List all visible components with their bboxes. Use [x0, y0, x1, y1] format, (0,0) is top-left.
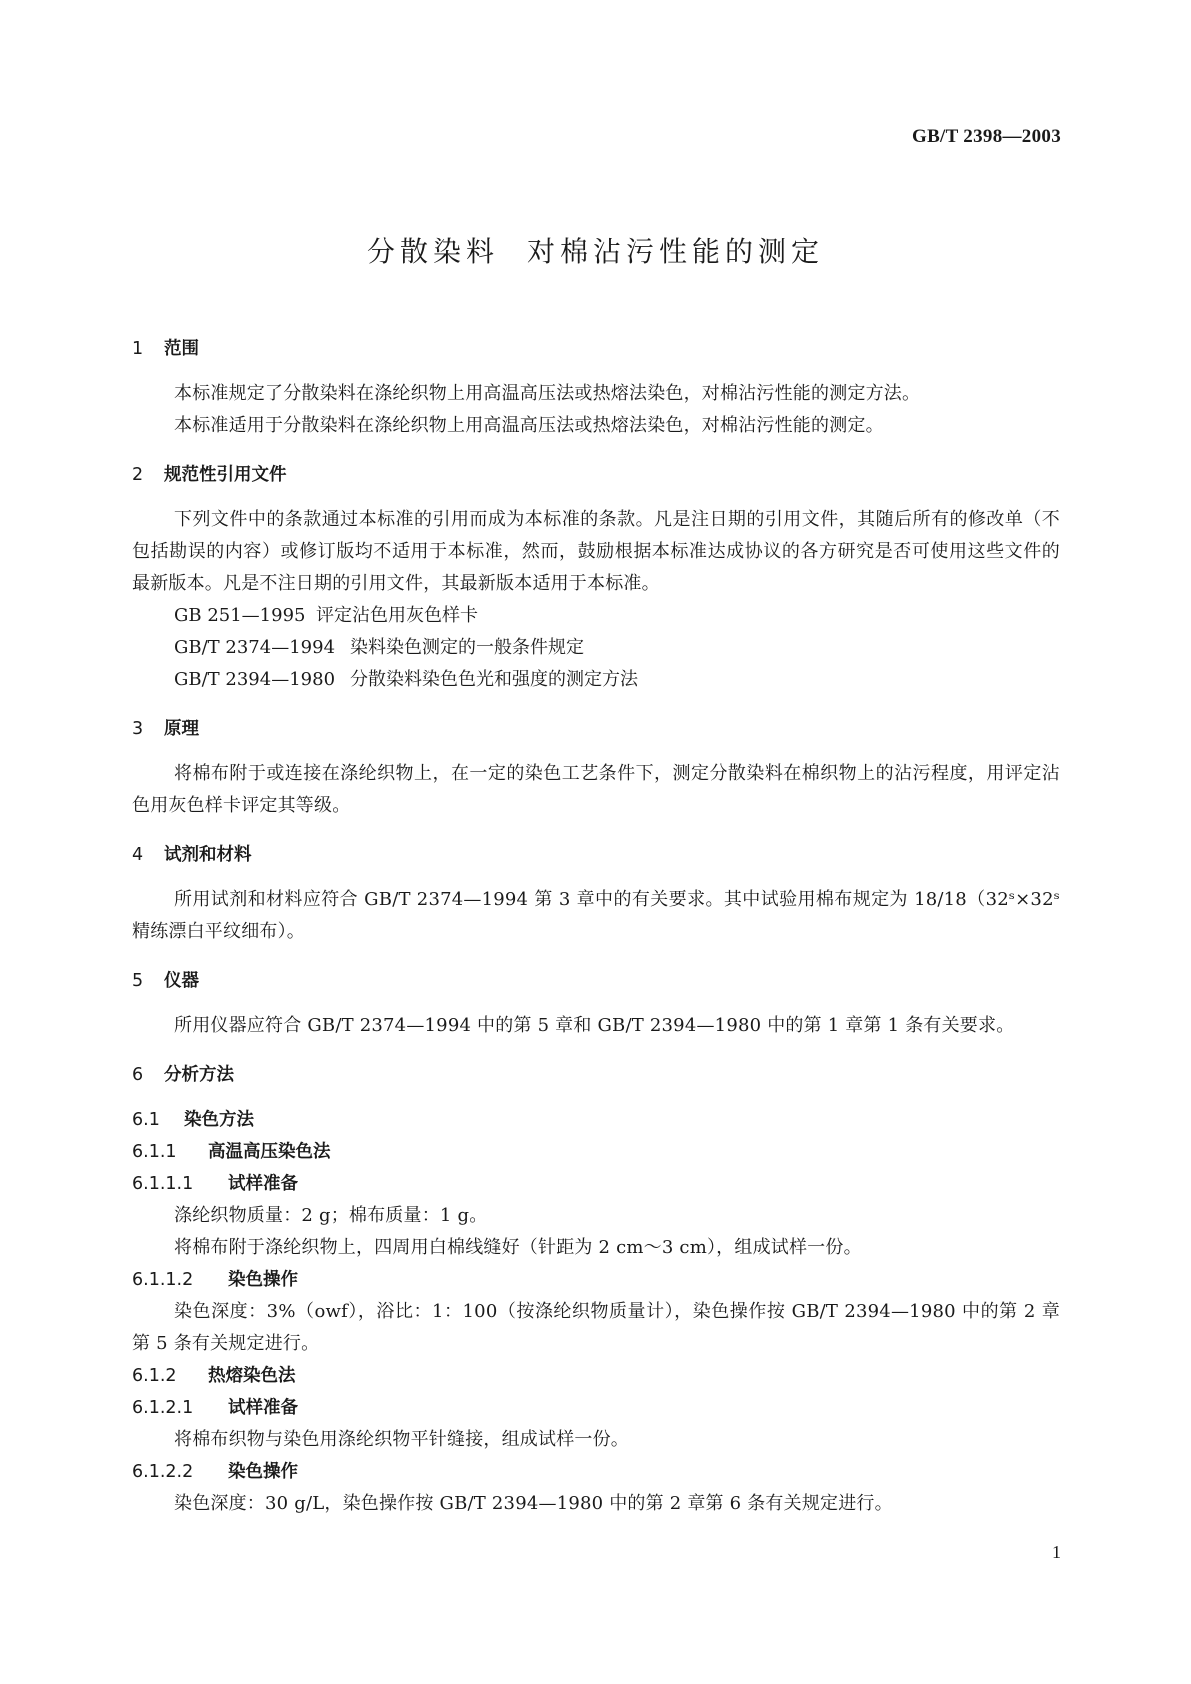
subsection-6-1-2-2-heading [132, 1456, 1060, 1488]
page-number: 1 [1052, 1542, 1061, 1562]
subsection-title: 热熔染色法 [208, 1366, 296, 1386]
subsection-number: 6.1.1.1 [132, 1174, 194, 1194]
section-number: 5 [132, 971, 144, 991]
subsection-number: 6.1.1.2 [132, 1270, 194, 1290]
reference-name: 评定沾色用灰色样卡 [316, 605, 478, 626]
section-title: 仪器 [164, 971, 199, 991]
reference-item [132, 600, 1060, 632]
standard-number: GB/T 2398—2003 [911, 126, 1061, 147]
section-2-heading [132, 458, 1060, 492]
subsection-6-1-heading [132, 1104, 1060, 1136]
section-2-paragraph-1: 下列文件中的条款通过本标准的引用而成为本标准的条款。凡是注日期的引用文件，其随后所有的修改单（不包括勘误的内容）或修订版均不适用于本标准，然而，鼓励根据本标准达成协议的各方研究是否可使用这些文件的最新版本。凡是不注日期的引用文件，其最新版本适用于本标准。 [132, 509, 1060, 594]
section-title: 规范性引用文件 [164, 465, 287, 485]
subsection-6-1-1-heading [132, 1136, 1060, 1168]
subsection-6-1-1-1-heading [132, 1168, 1060, 1200]
subsection-title: 试样准备 [228, 1174, 298, 1194]
subsection-6-1-1-2-paragraph-1: 染色深度：3%（owf），浴比：1：100（按涤纶织物质量计），染色操作按 GB/T 2394—1980 中的第 2 章第 5 条有关规定进行。 [132, 1301, 1060, 1354]
subsection-title: 染色操作 [228, 1462, 298, 1482]
section-3-paragraph-1: 将棉布附于或连接在涤纶织物上，在一定的染色工艺条件下，测定分散染料在棉织物上的沾污程度，用评定沾色用灰色样卡评定其等级。 [132, 763, 1060, 816]
section-number: 1 [132, 339, 144, 359]
section-3-heading [132, 712, 1060, 746]
subsection-title: 高温高压染色法 [208, 1142, 331, 1162]
subsection-6-1-1-2-heading [132, 1264, 1060, 1296]
section-title: 范围 [164, 339, 199, 359]
subsection-number: 6.1.1 [132, 1142, 177, 1162]
reference-name: 染料染色测定的一般条件规定 [350, 637, 584, 658]
section-6-heading [132, 1058, 1060, 1092]
section-title: 原理 [164, 719, 199, 739]
section-title: 试剂和材料 [164, 845, 252, 865]
reference-code: GB/T 2374—1994 [174, 637, 336, 658]
subsection-number: 6.1.2 [132, 1366, 177, 1386]
section-number: 2 [132, 465, 144, 485]
subsection-6-1-2-1-paragraph-1: 将棉布织物与染色用涤纶织物平针缝接，组成试样一份。 [174, 1429, 629, 1450]
subsection-number: 6.1.2.1 [132, 1398, 194, 1418]
section-5-paragraph-1: 所用仪器应符合 GB/T 2374—1994 中的第 5 章和 GB/T 2394—1980 中的第 1 章第 1 条有关要求。 [174, 1015, 1015, 1036]
title-part-1: 分散染料 [366, 235, 499, 268]
subsection-number: 6.1 [132, 1110, 160, 1130]
section-number: 6 [132, 1065, 144, 1085]
reference-item [132, 664, 1060, 696]
reference-name: 分散染料染色色光和强度的测定方法 [350, 669, 638, 690]
subsection-6-1-2-1-heading [132, 1392, 1060, 1424]
title-part-2: 对棉沾污性能的测定 [527, 235, 825, 268]
reference-code: GB/T 2394—1980 [174, 669, 336, 690]
document-body [132, 332, 1060, 1520]
section-5-heading [132, 964, 1060, 998]
subsection-6-1-1-1-paragraph-2: 将棉布附于涤纶织物上，四周用白棉线缝好（针距为 2 cm～3 cm），组成试样一份。 [174, 1237, 862, 1258]
reference-item [132, 632, 1060, 664]
subsection-number: 6.1.2.2 [132, 1462, 194, 1482]
reference-code: GB 251—1995 [174, 605, 306, 626]
section-title: 分析方法 [164, 1065, 234, 1085]
subsection-6-1-2-heading [132, 1360, 1060, 1392]
section-1-paragraph-2: 本标准适用于分散染料在涤纶织物上用高温高压法或热熔法染色，对棉沾污性能的测定。 [174, 415, 884, 436]
subsection-title: 试样准备 [228, 1398, 298, 1418]
subsection-title: 染色操作 [228, 1270, 298, 1290]
section-1-heading [132, 332, 1060, 366]
subsection-6-1-1-1-paragraph-1: 涤纶织物质量：2 g；棉布质量：1 g。 [174, 1205, 488, 1226]
document-title [0, 230, 1191, 270]
section-4-heading [132, 838, 1060, 872]
section-4-paragraph-1: 所用试剂和材料应符合 GB/T 2374—1994 第 3 章中的有关要求。其中试验用棉布规定为 18/18（32ˢ×32ˢ 精练漂白平纹细布）。 [132, 889, 1060, 942]
section-1-paragraph-1: 本标准规定了分散染料在涤纶织物上用高温高压法或热熔法染色，对棉沾污性能的测定方法。 [174, 383, 921, 404]
section-number: 3 [132, 719, 144, 739]
subsection-title: 染色方法 [184, 1110, 254, 1130]
section-number: 4 [132, 845, 144, 865]
subsection-6-1-2-2-paragraph-1: 染色深度：30 g/L，染色操作按 GB/T 2394—1980 中的第 2 章第 6 条有关规定进行。 [174, 1493, 893, 1514]
